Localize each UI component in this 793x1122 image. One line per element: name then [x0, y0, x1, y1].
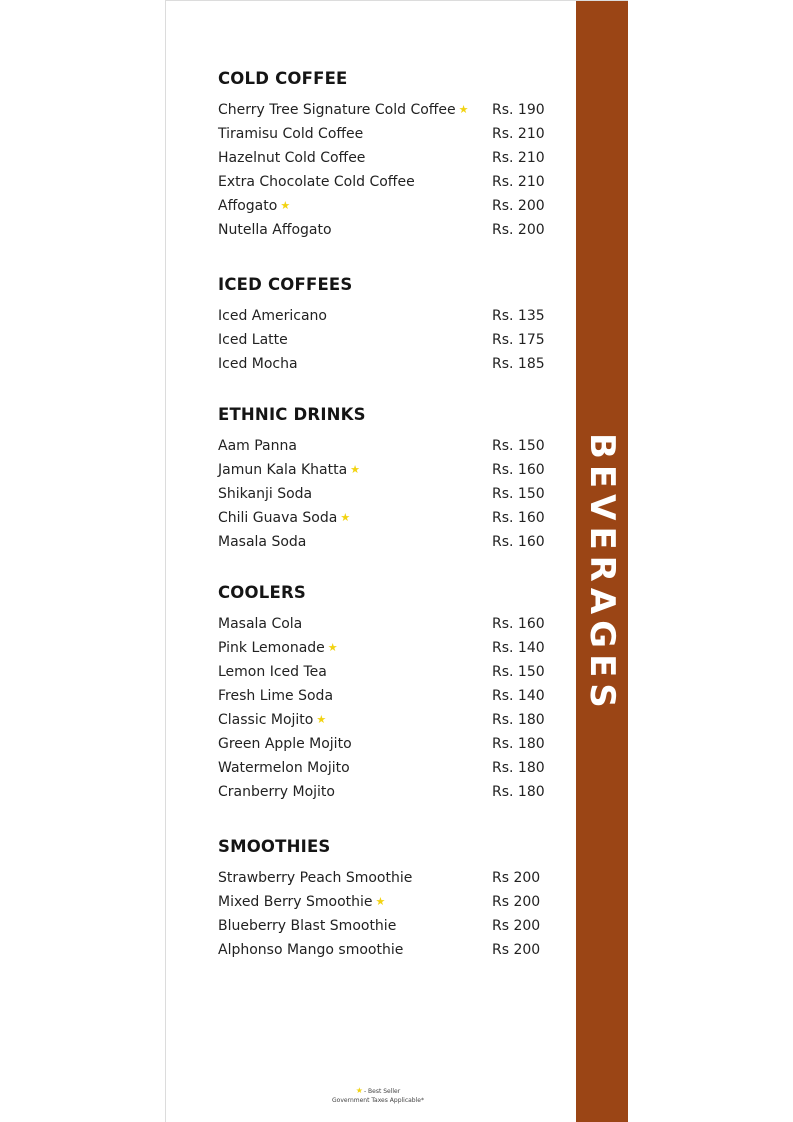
best-seller-legend — [300, 1086, 456, 1096]
item-name: Watermelon Mojito — [218, 760, 350, 776]
item-name: Masala Soda — [218, 534, 307, 550]
item-price: Rs. 210 — [492, 174, 545, 190]
star-icon: ★ — [340, 511, 351, 524]
menu-item — [218, 866, 558, 890]
item-price: Rs. 185 — [492, 356, 545, 372]
item-name: Cherry Tree Signature Cold Coffee — [218, 102, 456, 118]
star-icon: ★ — [316, 713, 327, 726]
section-title: COOLERS — [218, 583, 306, 602]
menu-item — [218, 708, 558, 732]
item-price: Rs. 160 — [492, 462, 545, 478]
item-price: Rs. 210 — [492, 126, 545, 142]
menu-item — [218, 304, 558, 328]
item-price: Rs. 200 — [492, 198, 545, 214]
item-name: Affogato — [218, 198, 278, 214]
menu-item — [218, 530, 558, 554]
menu-item — [218, 122, 558, 146]
item-name: Strawberry Peach Smoothie — [218, 870, 413, 886]
item-name: Extra Chocolate Cold Coffee — [218, 174, 415, 190]
menu-item — [218, 660, 558, 684]
item-price: Rs. 160 — [492, 510, 545, 526]
item-price: Rs 200 — [492, 894, 541, 910]
menu-item — [218, 732, 558, 756]
menu-item — [218, 434, 558, 458]
menu-item — [218, 756, 558, 780]
item-price: Rs. 150 — [492, 438, 545, 454]
item-price: Rs. 140 — [492, 640, 545, 656]
star-icon: ★ — [350, 463, 361, 476]
menu-item — [218, 938, 558, 962]
section-title: ICED COFFEES — [218, 275, 353, 294]
item-name: Blueberry Blast Smoothie — [218, 918, 397, 934]
star-icon: ★ — [355, 1086, 363, 1095]
menu-item — [218, 170, 558, 194]
menu-item — [218, 636, 558, 660]
item-name: Cranberry Mojito — [218, 784, 335, 800]
section-title: ETHNIC DRINKS — [218, 405, 366, 424]
footer-notes — [300, 1086, 456, 1105]
item-price: Rs. 160 — [492, 616, 545, 632]
item-price: Rs. 140 — [492, 688, 545, 704]
menu-item — [218, 890, 558, 914]
item-name: Pink Lemonade — [218, 640, 325, 656]
item-price: Rs 200 — [492, 870, 541, 886]
item-name: Fresh Lime Soda — [218, 688, 334, 704]
star-icon: ★ — [375, 895, 386, 908]
item-price: Rs. 135 — [492, 308, 545, 324]
menu-section — [218, 404, 558, 554]
item-price: Rs 200 — [492, 918, 541, 934]
item-price: Rs. 190 — [492, 102, 545, 118]
item-price: Rs. 210 — [492, 150, 545, 166]
menu-item — [218, 780, 558, 804]
star-icon: ★ — [280, 199, 291, 212]
star-icon: ★ — [327, 641, 338, 654]
menu-item — [218, 146, 558, 170]
menu-item — [218, 914, 558, 938]
item-price: Rs. 180 — [492, 712, 545, 728]
item-price: Rs. 200 — [492, 222, 545, 238]
section-title: COLD COFFEE — [218, 69, 348, 88]
menu-item — [218, 458, 558, 482]
menu-section — [218, 274, 558, 376]
item-name: Iced Latte — [218, 332, 288, 348]
menu-item — [218, 506, 558, 530]
item-price: Rs. 180 — [492, 760, 545, 776]
menu-item — [218, 218, 558, 242]
section-title: SMOOTHIES — [218, 837, 331, 856]
item-name: Aam Panna — [218, 438, 297, 454]
menu-item — [218, 612, 558, 636]
item-name: Classic Mojito — [218, 712, 314, 728]
item-name: Hazelnut Cold Coffee — [218, 150, 366, 166]
menu-item — [218, 352, 558, 376]
item-price: Rs. 175 — [492, 332, 545, 348]
item-price: Rs. 180 — [492, 784, 545, 800]
taxes-note: Government Taxes Applicable* — [332, 1097, 424, 1104]
item-price: Rs. 150 — [492, 486, 545, 502]
item-name: Nutella Affogato — [218, 222, 332, 238]
menu-section — [218, 582, 558, 804]
item-name: Shikanji Soda — [218, 486, 313, 502]
item-price: Rs. 160 — [492, 534, 545, 550]
item-name: Alphonso Mango smoothie — [218, 942, 404, 958]
item-price: Rs. 180 — [492, 736, 545, 752]
item-name: Jamun Kala Khatta — [218, 462, 348, 478]
menu-item — [218, 98, 558, 122]
item-name: Tiramisu Cold Coffee — [218, 126, 364, 142]
item-name: Green Apple Mojito — [218, 736, 352, 752]
item-name: Mixed Berry Smoothie — [218, 894, 373, 910]
item-name: Masala Cola — [218, 616, 303, 632]
menu-section — [218, 836, 558, 962]
menu-item — [218, 194, 558, 218]
item-price: Rs 200 — [492, 942, 541, 958]
item-name: Iced Americano — [218, 308, 327, 324]
menu-item — [218, 328, 558, 352]
item-name: Iced Mocha — [218, 356, 298, 372]
item-name: Chili Guava Soda — [218, 510, 338, 526]
menu-item — [218, 482, 558, 506]
menu-section — [218, 68, 558, 242]
item-name: Lemon Iced Tea — [218, 664, 327, 680]
menu-item — [218, 684, 558, 708]
best-seller-label: - Best Seller — [363, 1088, 401, 1095]
star-icon: ★ — [458, 103, 469, 116]
item-price: Rs. 150 — [492, 664, 545, 680]
category-title: BEVERAGES — [582, 433, 622, 714]
